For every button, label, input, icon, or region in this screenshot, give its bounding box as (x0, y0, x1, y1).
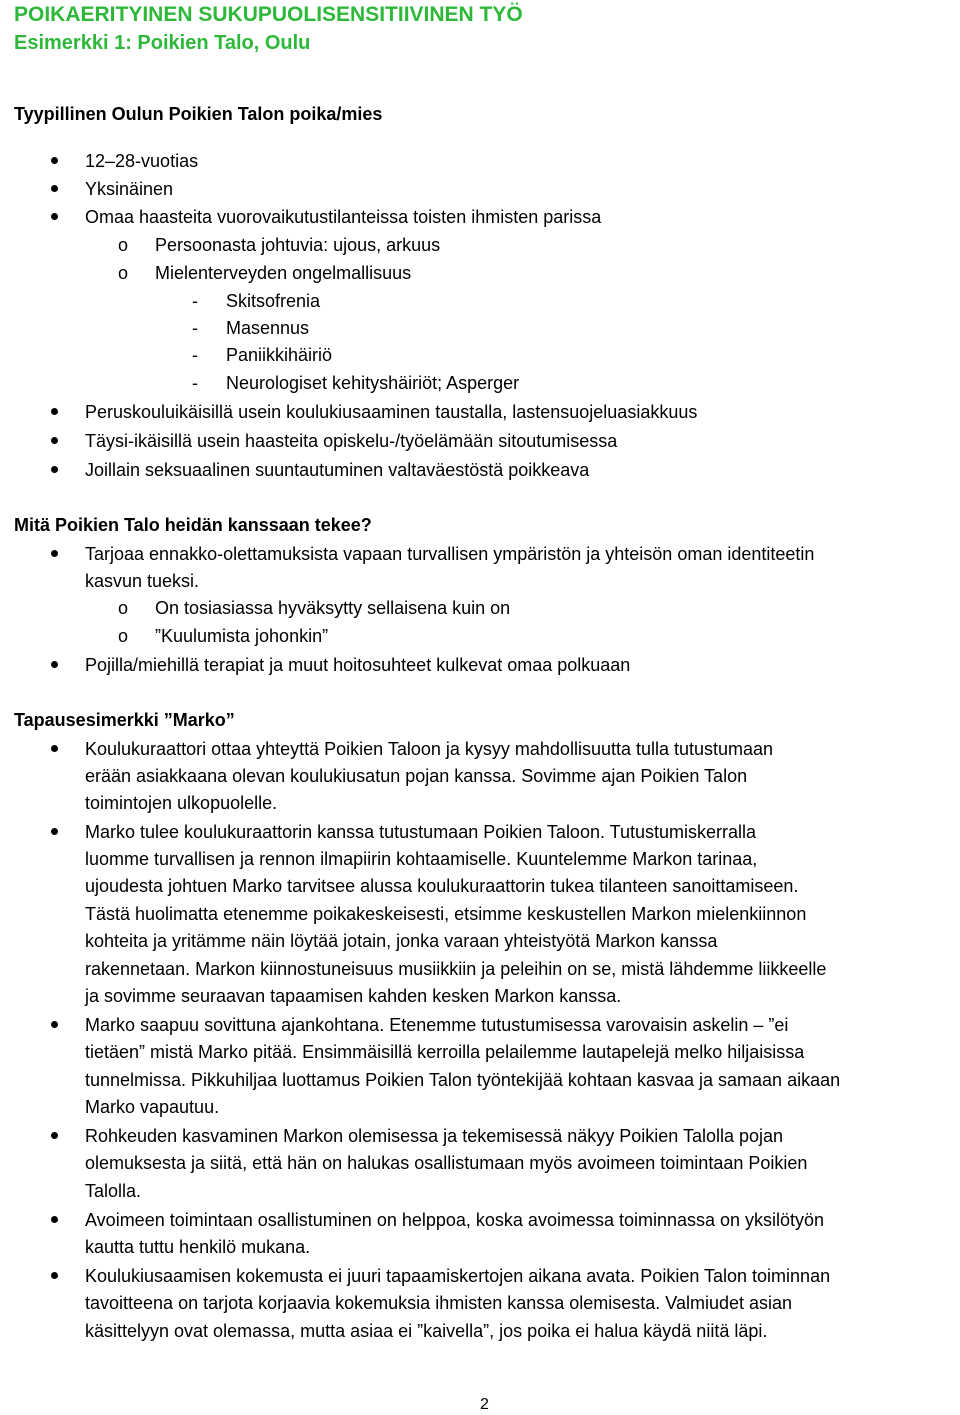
bullet-icon (51, 157, 58, 164)
bullet-icon (51, 1132, 58, 1139)
paragraph-line: ujoudesta johtuen Marko tarvitsee alussa koulukuraattorin tukea tilanteen sanoittamiseen. (85, 876, 799, 896)
list-item: Yksinäinen (85, 179, 174, 199)
paragraph-line: luomme turvallisen ja rennon ilmapiirin kohtaamiselle. Kuuntelemme Markon tarinaa, (85, 849, 758, 869)
list-item: 12–28-vuotias (85, 151, 199, 171)
list-subitem: Mielenterveyden ongelmallisuus (155, 263, 412, 283)
paragraph-line: Avoimeen toimintaan osallistuminen on helppoa, koska avoimessa toiminnassa on yksilötyön (85, 1210, 825, 1230)
bullet-icon (51, 1216, 58, 1223)
list-subitem: Persoonasta johtuvia: ujous, arkuus (155, 235, 441, 255)
list-subitem: ”Kuulumista johonkin” (155, 626, 329, 646)
paragraph-line: tietäen” mistä Marko pitää. Ensimmäisillä kerroilla pelailemme lautapelejä melko hiljaisissa (85, 1042, 805, 1062)
list-item: Pojilla/miehillä terapiat ja muut hoitosuhteet kulkevat omaa polkuaan (85, 655, 631, 675)
list-item: Täysi-ikäisillä usein haasteita opiskelu-/työelämään sitoutumisessa (85, 431, 618, 451)
bullet-icon (51, 408, 58, 415)
section-heading-case-example: Tapausesimerkki ”Marko” (14, 710, 235, 730)
section-heading-what-we-do: Mitä Poikien Talo heidän kanssaan tekee? (14, 515, 372, 535)
section-heading-typical-boy: Tyypillinen Oulun Poikien Talon poika/mies (14, 104, 383, 124)
paragraph-line: rakennetaan. Markon kiinnostuneisuus musiikkiin ja peleihin on se, mistä lähdemme liikkeelle (85, 959, 827, 979)
list-item: Peruskouluikäisillä usein koulukiusaaminen taustalla, lastensuojeluasiakkuus (85, 402, 698, 422)
paragraph-line: Koulukiusaamisen kokemusta ei juuri tapaamiskertojen aikana avata. Poikien Talon toiminnan (85, 1266, 831, 1286)
paragraph-line: Tästä huolimatta etenemme poikakeskeisesti, etsimme keskustellen Markon mielenkiinnon (85, 904, 807, 924)
paragraph-line: käsittelyyn ovat olemassa, mutta asiaa ei ”kaivella”, jos poika ei halua käydä niitä läpi. (85, 1321, 768, 1341)
document-title: POIKAERITYINEN SUKUPUOLISENSITIIVINEN TYÖ (14, 3, 523, 26)
paragraph-line: Talolla. (85, 1181, 142, 1201)
list-subsubitem: Masennus (226, 318, 310, 338)
paragraph-line: Marko saapuu sovittuna ajankohtana. Etenemme tutustumisessa varovaisin askelin – ”ei (85, 1015, 789, 1035)
list-item-continuation: kasvun tueksi. (85, 571, 200, 591)
bullet-icon (51, 661, 58, 668)
list-item: Joillain seksuaalinen suuntautuminen valtaväestöstä poikkeava (85, 460, 590, 480)
paragraph-line: tavoitteena on tarjota korjaavia kokemuksia ihmisten kanssa olemisesta. Valmiudet asian (85, 1293, 793, 1313)
paragraph-line: kautta tuttu henkilö mukana. (85, 1237, 311, 1257)
page-number: 2 (480, 1396, 489, 1413)
bullet-icon (51, 185, 58, 192)
list-subitem: On tosiasiassa hyväksytty sellaisena kuin on (155, 598, 511, 618)
dash-bullet-icon: - (192, 318, 198, 338)
dash-bullet-icon: - (192, 291, 198, 311)
list-subsubitem: Paniikkihäiriö (226, 345, 333, 365)
paragraph-line: Koulukuraattori ottaa yhteyttä Poikien Taloon ja kysyy mahdollisuutta tulla tutustumaan (85, 739, 774, 759)
sub-bullet-icon: o (118, 626, 129, 646)
bullet-icon (51, 745, 58, 752)
paragraph-line: olemuksesta ja siitä, että hän on halukas osallistumaan myös avoimeen toimintaan Poikien (85, 1153, 808, 1173)
bullet-icon (51, 1021, 58, 1028)
bullet-icon (51, 213, 58, 220)
paragraph-line: kohteita ja yritämme näin löytää jotain, jonka varaan yhteistyötä Markon kanssa (85, 931, 718, 951)
paragraph-line: Marko tulee koulukuraattorin kanssa tutustumaan Poikien Taloon. Tutustumiskerralla (85, 822, 757, 842)
paragraph-line: Rohkeuden kasvaminen Markon olemisessa ja tekemisessä näkyy Poikien Talolla pojan (85, 1126, 784, 1146)
bullet-icon (51, 437, 58, 444)
list-item: Omaa haasteita vuorovaikutustilanteissa toisten ihmisten parissa (85, 207, 602, 227)
dash-bullet-icon: - (192, 345, 198, 365)
sub-bullet-icon: o (118, 598, 129, 618)
bullet-icon (51, 828, 58, 835)
dash-bullet-icon: - (192, 373, 198, 393)
bullet-icon (51, 1272, 58, 1279)
document-subtitle: Esimerkki 1: Poikien Talo, Oulu (14, 32, 311, 54)
list-subsubitem: Neurologiset kehityshäiriöt; Asperger (226, 373, 520, 393)
bullet-icon (51, 550, 58, 557)
list-subsubitem: Skitsofrenia (226, 291, 321, 311)
list-item: Tarjoaa ennakko-olettamuksista vapaan turvallisen ympäristön ja yhteisön oman identiteetin (85, 544, 815, 564)
paragraph-line: Marko vapautuu. (85, 1097, 220, 1117)
paragraph-line: ja sovimme seuraavan tapaamisen kahden kesken Markon kanssa. (85, 986, 622, 1006)
sub-bullet-icon: o (118, 235, 129, 255)
bullet-icon (51, 466, 58, 473)
paragraph-line: tunnelmissa. Pikkuhiljaa luottamus Poikien Talon työntekijää kohtaan kasvaa ja samaan aikaan (85, 1070, 841, 1090)
paragraph-line: erään asiakkaana olevan koulukiusatun pojan kanssa. Sovimme ajan Poikien Talon (85, 766, 748, 786)
paragraph-line: toimintojen ulkopuolelle. (85, 793, 278, 813)
sub-bullet-icon: o (118, 263, 129, 283)
